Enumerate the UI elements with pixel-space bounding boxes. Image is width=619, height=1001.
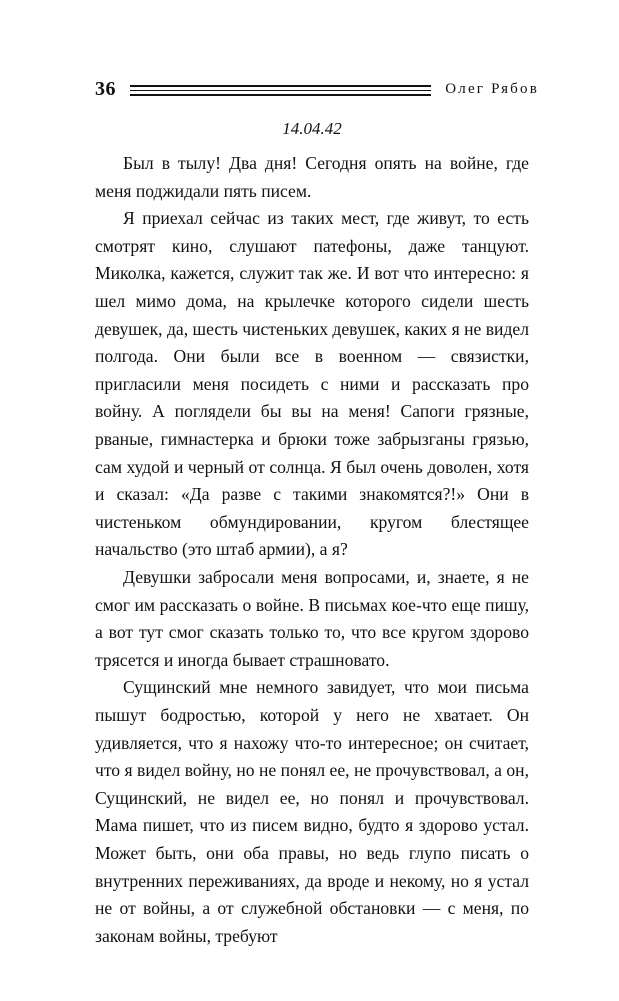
body-paragraph: Сущинский мне немного завидует, что мои письма пышут бодростью, которой у него не хватает. Он удивляется, что я нахожу что-то интересное; он считает, что я видел войну, но не понял ее, не прочувствовал, а он, Сущинский, не видел ее, но понял и прочувствовал. Мама пишет, что из писем видно, будто я здорово устал. Может быть, они оба правы, но ведь глупо писать о внутренних переживаниях, да вроде и некому, но я устал не от войны, а от служебной обстановки — с меня, по законам войны, требуют (95, 677, 529, 946)
header-rule-top (130, 85, 431, 87)
body-paragraph: Я приехал сейчас из таких мест, где живут, то есть смотрят кино, слушают патефоны, даже танцуют. Миколка, кажется, служит так же. И вот что интересно: я шел мимо дома, на крылечке которого сидели шесть девушек, да, шесть чистеньких девушек, каких я не видел полгода. Они были все в военном — связистки, пригласили меня посидеть с ними и рассказать про войну. А поглядели бы вы на меня! Сапоги грязные, рваные, гимнастерка и брюки тоже забрызганы грязью, сам худой и черный от солнца. Я был очень доволен, хотя и сказал: «Да разве с такими знакомятся?!» Они в чистеньком обмундировании, кругом блестящее начальство (это штаб армии), а я? (95, 208, 529, 560)
body-paragraph: Девушки забросали меня вопросами, и, знаете, я не смог им рассказать о войне. В письмах кое-что еще пишу, а вот тут смог сказать только то, что все кругом здорово трясется и иногда бывает страшновато. (95, 567, 529, 670)
body-paragraph: Был в тылу! Два дня! Сегодня опять на войне, где меня поджидали пять писем. (95, 153, 529, 201)
header-rule-middle (130, 90, 431, 91)
header-rule-bottom (130, 94, 431, 96)
running-title: Олег Рябов (445, 80, 539, 97)
page-number: 36 (95, 78, 116, 100)
page-header (95, 72, 539, 106)
header-rule-group (130, 83, 431, 96)
diary-date-heading: 14.04.42 (282, 119, 342, 138)
page-body (95, 118, 529, 950)
